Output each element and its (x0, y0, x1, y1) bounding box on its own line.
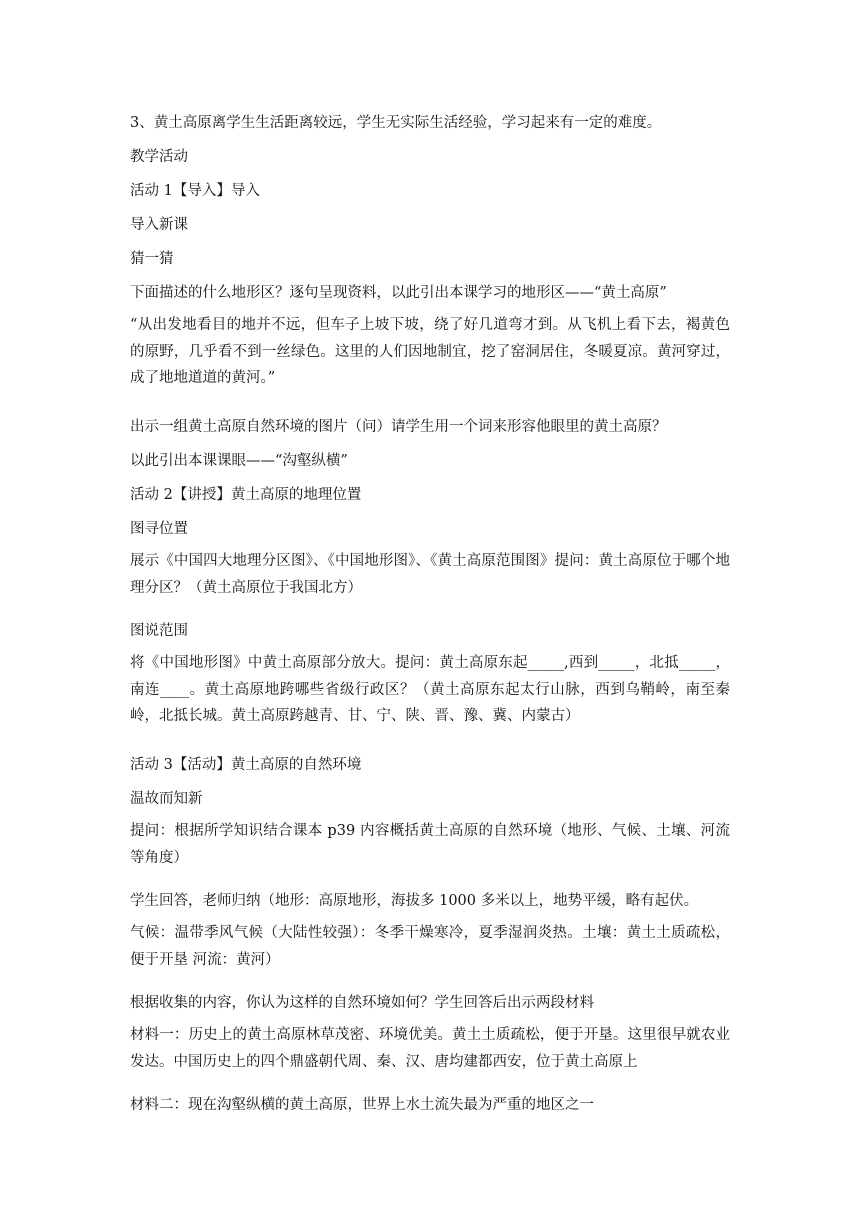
heading-activity-3: 活动 3【活动】黄土高原的自然环境 (130, 757, 362, 773)
paragraph-collected-content: 根据收集的内容，你认为这样的自然环境如何？学生回答后出示两段材料 (130, 995, 594, 1011)
paragraph-show-pictures: 出示一组黄土高原自然环境的图片（问）请学生用一个词来形容他眼里的黄土高原？ (130, 419, 667, 435)
paragraph-material-two: 材料二：现在沟壑纵横的黄土高原，世界上水土流失最为严重的地区之一 (130, 1097, 594, 1113)
subheading-find-location: 图寻位置 (130, 521, 188, 537)
paragraph-quote-description: “从出发地看目的地并不远，但车子上坡下坡，绕了好几道弯才到。从飞机上看下去，褐黄色的原野，几乎看不到一丝绿色。这里的人们因地制宜，挖了窑洞居住，冬暖夏凉。黄河穿过，成了地地道道的黄河。” (130, 317, 730, 386)
subheading-review: 温故而知新 (130, 791, 203, 807)
paragraph-natural-environment-question: 提问：根据所学知识结合课本 p39 内容概括黄土高原的自然环境（地形、气候、土壤、河流等角度） (130, 823, 730, 866)
subheading-describe-range: 图说范围 (130, 623, 188, 639)
paragraph-show-maps: 展示《中国四大地理分区图》、《中国地形图》、《黄土高原范围图》提问：黄土高原位于哪个地理分区？（黄土高原位于我国北方） (130, 553, 730, 596)
paragraph-lesson-eye: 以此引出本课课眼——“沟壑纵横” (130, 453, 348, 469)
paragraph-climate-soil-river: 气候：温带季风气候（大陆性较强）：冬季干燥寒冷，夏季湿润炎热。土壤：黄土土质疏松，便于开垦 河流：黄河） (130, 925, 730, 968)
heading-teaching-activities: 教学活动 (130, 149, 188, 165)
paragraph-describe-landform: 下面描述的什么地形区？逐句呈现资料，以此引出本课学习的地形区——“黄土高原” (130, 285, 667, 301)
subheading-guess: 猜一猜 (130, 251, 174, 267)
paragraph-student-answer: 学生回答，老师归纳（地形：高原地形，海拔多 1000 多米以上，地势平缓，略有起伏。 (130, 893, 699, 909)
heading-activity-1: 活动 1【导入】导入 (130, 183, 260, 199)
subheading-intro-new-lesson: 导入新课 (130, 217, 188, 233)
paragraph-material-one: 材料一：历史上的黄土高原林草茂密、环境优美。黄土土质疏松，便于开垦。这里很早就农业发达。中国历史上的四个鼎盛朝代周、秦、汉、唐均建都西安，位于黄土高原上 (130, 1027, 730, 1070)
paragraph-difficulty-3: 3、黄土高原离学生生活距离较远，学生无实际生活经验，学习起来有一定的难度。 (130, 115, 662, 131)
paragraph-range-question: 将《中国地形图》中黄土高原部分放大。提问：黄土高原东起_____,西到_____，北抵_____，南连____。黄土高原地跨哪些省级行政区？（黄土高原东起太行山脉，西到乌鞘岭，南至秦岭，北抵长城。黄土高原跨越青、甘、宁、陕、晋、豫、冀、内蒙古） (130, 655, 730, 724)
heading-activity-2: 活动 2【讲授】黄土高原的地理位置 (130, 487, 362, 503)
